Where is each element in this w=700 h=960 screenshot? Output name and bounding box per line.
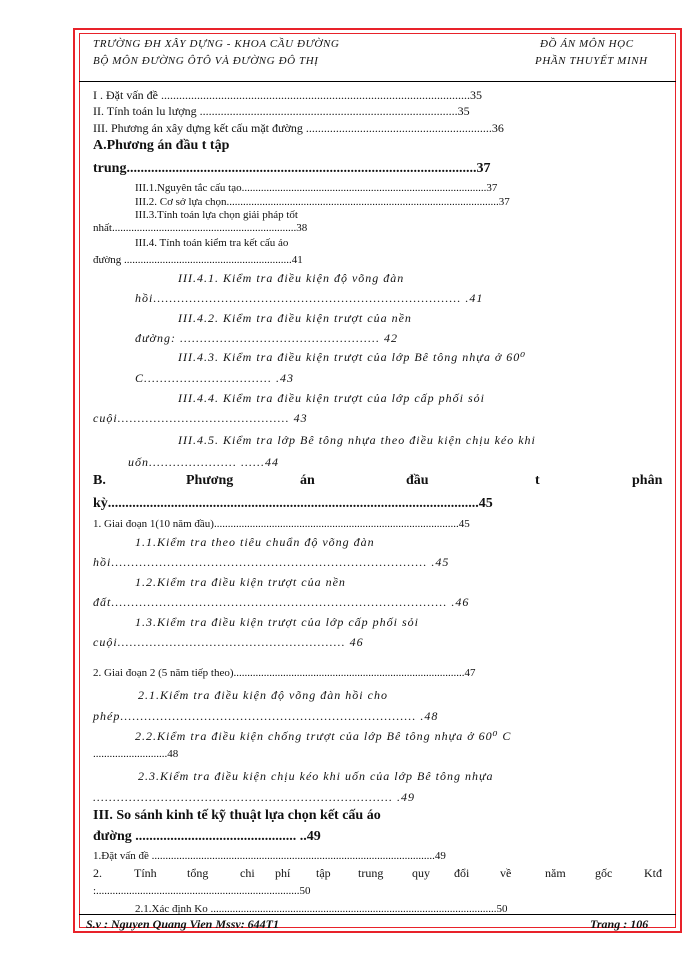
toc-subitem: III.4.2. Kiểm tra điều kiện trượt của nền bbox=[178, 311, 412, 325]
toc-subitem: hồi............................................................................. .41 bbox=[135, 291, 484, 305]
header-department: BỘ MÔN ĐƯỜNG ÔTÔ VÀ ĐƯỜNG ĐÔ THỊ bbox=[93, 55, 319, 67]
toc-subitem: cuội......................................................... 46 bbox=[93, 635, 364, 649]
toc-subitem: III.4.5. Kiểm tra lớp Bê tông nhựa theo điều kiện chịu kéo khi bbox=[178, 433, 536, 447]
toc-word: tổng bbox=[187, 866, 209, 880]
toc-heading-b-word: đầu bbox=[406, 473, 429, 488]
toc-word: Tính bbox=[134, 866, 157, 880]
toc-line: nhất...................................................................38 bbox=[93, 222, 308, 234]
toc-word: đổi bbox=[454, 866, 470, 880]
toc-word: trung bbox=[358, 866, 384, 880]
footer-page-number: Trang : 106 bbox=[590, 917, 649, 931]
toc-line: III. Phương án xây dựng kết cấu mặt đường ..............................................................36 bbox=[93, 121, 504, 135]
toc-line: đường .............................................................41 bbox=[93, 254, 303, 266]
toc-subitem: 1.3.Kiểm tra điều kiện trượt của lớp cấp phối sỏi bbox=[135, 615, 419, 629]
toc-subitem: III.4.1. Kiểm tra điều kiện độ võng đàn bbox=[178, 271, 405, 285]
toc-heading-b-word: án bbox=[300, 473, 315, 488]
toc-subitem: III.4.4. Kiểm tra điều kiện trượt của lớp cấp phối sỏi bbox=[178, 391, 485, 405]
header-section: PHẦN THUYẾT MINH bbox=[535, 55, 648, 67]
toc-subitem: C................................ .43 bbox=[135, 371, 295, 385]
toc-heading: trung....................................................................................................37 bbox=[93, 161, 491, 176]
toc-line: III.3.Tính toán lựa chọn giải pháp tốt bbox=[135, 209, 298, 221]
toc-line: II. Tính toán lu lượng ......................................................................................35 bbox=[93, 104, 470, 118]
toc-word: về bbox=[500, 866, 512, 880]
toc-line: III.1.Nguyên tắc cấu tạo.........................................................................................37 bbox=[135, 182, 498, 194]
toc-line: :..........................................................................50 bbox=[93, 885, 311, 897]
toc-line: ...........................48 bbox=[93, 748, 179, 760]
toc-subitem: 2.2.Kiểm tra điều kiện chống trượt của lớp Bê tông nhựa ở 60⁰ C bbox=[135, 729, 512, 743]
toc-heading: A.Phương án đầu t tập bbox=[93, 138, 230, 153]
toc-line: I . Đặt vấn đề .......................................................................................................35 bbox=[93, 88, 482, 102]
toc-subitem: ........................................................................... .49 bbox=[93, 790, 415, 804]
toc-heading-b-word: t bbox=[535, 473, 540, 488]
toc-heading-b: B. bbox=[93, 473, 106, 488]
toc-subitem: 1.1.Kiểm tra theo tiêu chuẩn độ võng đàn bbox=[135, 535, 375, 549]
toc-heading-b-word: phân bbox=[632, 473, 663, 488]
toc-line: 1.Đặt vấn đề .......................................................................................................49 bbox=[93, 850, 446, 862]
toc-line: III.4. Tính toán kiểm tra kết cấu áo bbox=[135, 237, 289, 249]
toc-subitem: uốn...................... ......44 bbox=[128, 455, 279, 469]
toc-subitem: 2.3.Kiểm tra điều kiện chịu kéo khi uốn của lớp Bê tông nhựa bbox=[138, 769, 494, 783]
toc-word: Ktđ bbox=[644, 866, 662, 880]
toc-line: 2.1.Xác định Ko ........................................................................................................50 bbox=[135, 903, 508, 915]
footer-student: S.v : Nguyen Quang Vien Mssv: 644T1 bbox=[86, 917, 280, 931]
toc-line: 2. bbox=[93, 866, 102, 880]
toc-word: quy bbox=[412, 866, 430, 880]
toc-word: gốc bbox=[595, 866, 613, 880]
footer-divider bbox=[79, 914, 676, 915]
toc-word: năm bbox=[545, 866, 566, 880]
toc-subitem: đất.................................................................................... .46 bbox=[93, 595, 470, 609]
header-project: ĐỒ ÁN MÔN HỌC bbox=[540, 38, 634, 50]
toc-heading: III. So sánh kinh tế kỹ thuật lựa chọn kết cấu áo bbox=[93, 808, 381, 823]
toc-subitem: đường: .................................................. 42 bbox=[135, 331, 398, 345]
toc-subitem: III.4.3. Kiểm tra điều kiện trượt của lớp Bê tông nhựa ở 60⁰ bbox=[178, 350, 527, 364]
toc-subitem: 1.2.Kiểm tra điều kiện trượt của nền bbox=[135, 575, 346, 589]
toc-heading: đường .............................................. ..49 bbox=[93, 829, 321, 844]
toc-heading: kỳ..........................................................................................................45 bbox=[93, 496, 493, 511]
toc-line: III.2. Cơ sở lựa chọn...................................................................................................37 bbox=[135, 196, 510, 208]
toc-word: tập bbox=[316, 866, 331, 880]
toc-line: 1. Giai đoạn 1(10 năm đầu).........................................................................................45 bbox=[93, 518, 470, 530]
toc-subitem: 2.1.Kiểm tra điều kiện độ võng đàn hồi cho bbox=[138, 688, 388, 702]
toc-word: chi bbox=[240, 866, 255, 880]
toc-word: phí bbox=[275, 866, 291, 880]
toc-heading-b-word: Phương bbox=[186, 473, 234, 488]
toc-subitem: cuội........................................... 43 bbox=[93, 411, 308, 425]
toc-subitem: phép.......................................................................... .48 bbox=[93, 709, 439, 723]
header-divider bbox=[79, 81, 676, 82]
toc-line: 2. Giai đoạn 2 (5 năm tiếp theo)....................................................................................47 bbox=[93, 667, 476, 679]
header-school: TRƯỜNG ĐH XÂY DỰNG - KHOA CẦU ĐƯỜNG bbox=[93, 38, 340, 50]
toc-subitem: hồi............................................................................... .45 bbox=[93, 555, 450, 569]
